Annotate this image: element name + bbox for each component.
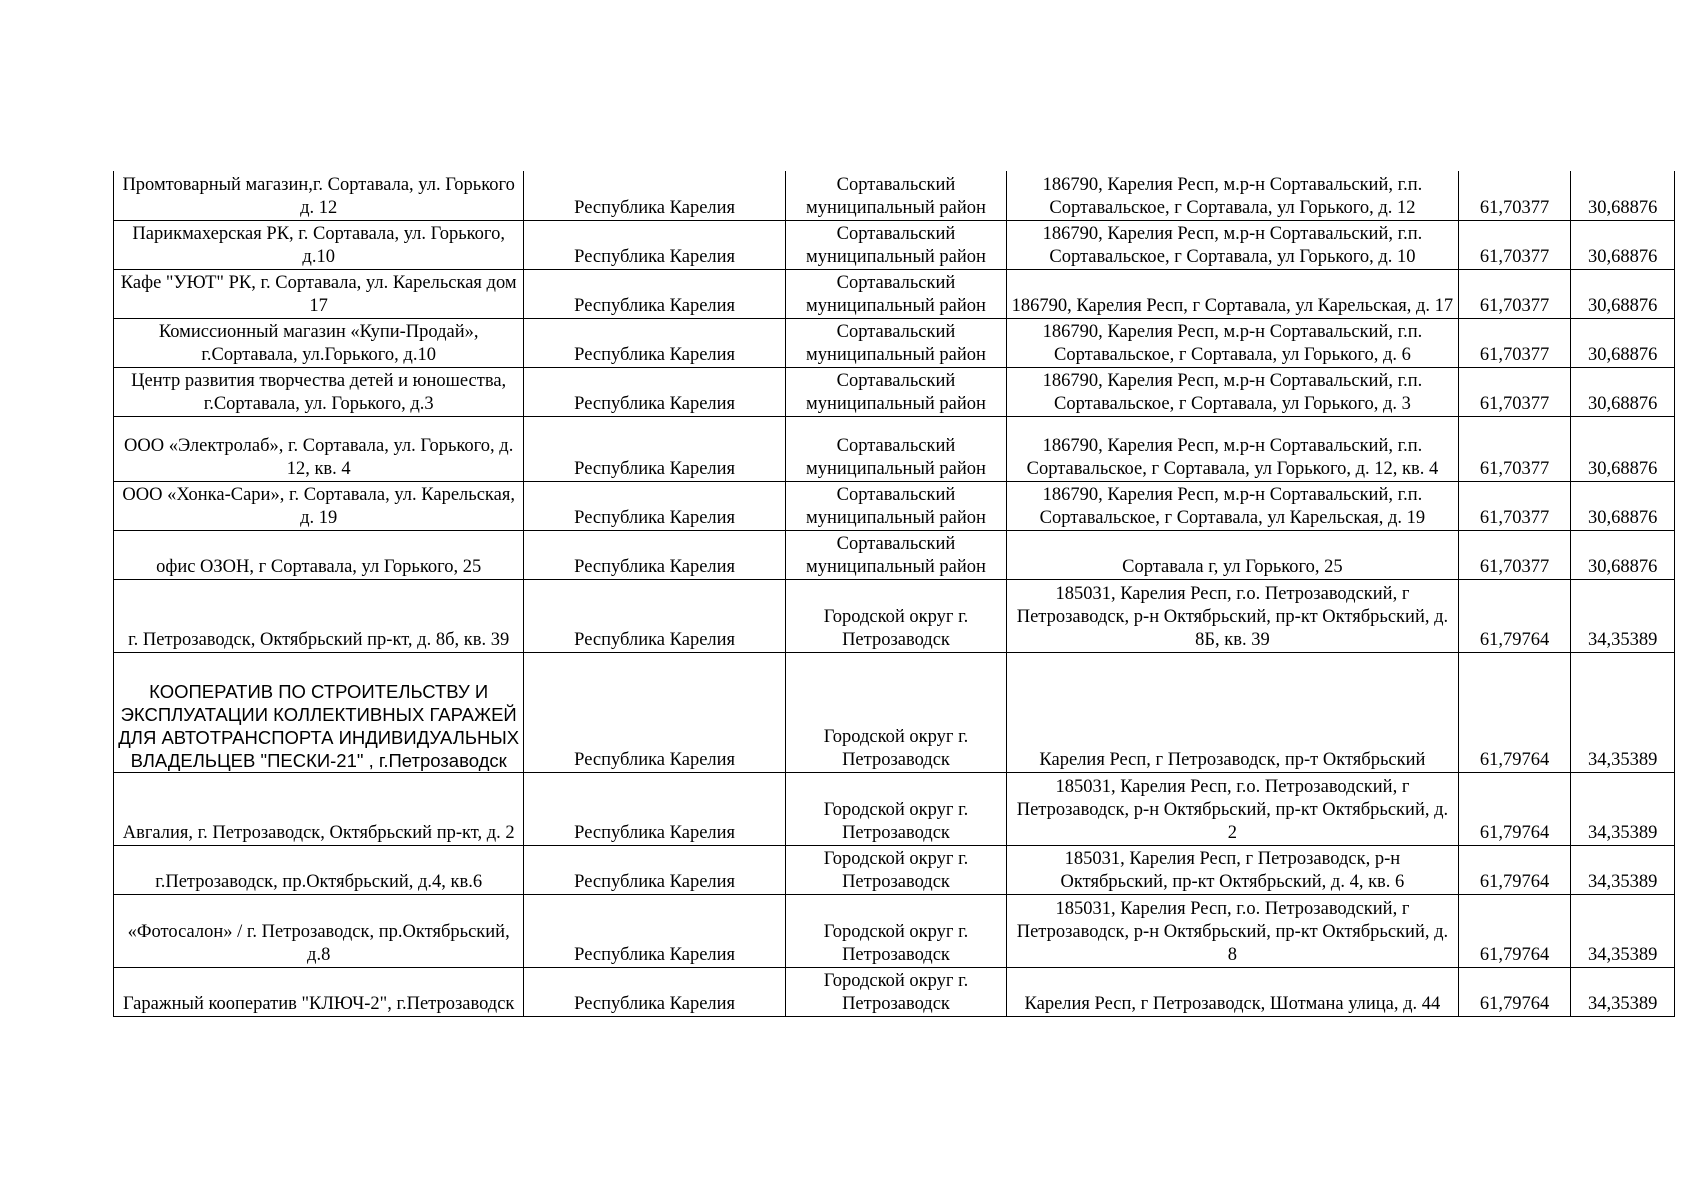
table-row	[114, 894, 1675, 967]
organizations-table	[113, 171, 1675, 1017]
address-cell: 186790, Карелия Респ, м.р-н Сортавальский, г.п. Сортавальское, г Сортавала, ул Горького, д. 6	[1007, 318, 1459, 367]
longitude-cell: 34,35389	[1571, 967, 1675, 1016]
table-row	[114, 220, 1675, 269]
latitude-cell: 61,70377	[1458, 367, 1571, 416]
organization-name-cell: Кафе "УЮТ" РК, г. Сортавала, ул. Карельская дом 17	[114, 269, 524, 318]
table-row	[114, 269, 1675, 318]
table-row	[114, 171, 1675, 220]
longitude-cell: 30,68876	[1571, 367, 1675, 416]
region-cell: Республика Карелия	[524, 967, 786, 1016]
longitude-cell: 30,68876	[1571, 171, 1675, 220]
table-row	[114, 318, 1675, 367]
address-cell: 185031, Карелия Респ, г Петрозаводск, р-н Октябрьский, пр-кт Октябрьский, д. 4, кв. 6	[1007, 845, 1459, 894]
table-row	[114, 845, 1675, 894]
latitude-cell: 61,79764	[1458, 652, 1571, 772]
latitude-cell: 61,70377	[1458, 530, 1571, 579]
municipality-cell: Городской округ г. Петрозаводск	[785, 845, 1006, 894]
region-cell: Республика Карелия	[524, 652, 786, 772]
address-cell: Карелия Респ, г Петрозаводск, пр-т Октябрьский	[1007, 652, 1459, 772]
municipality-cell: Сортавальский муниципальный район	[785, 220, 1006, 269]
municipality-cell: Городской округ г. Петрозаводск	[785, 652, 1006, 772]
latitude-cell: 61,79764	[1458, 894, 1571, 967]
municipality-cell: Городской округ г. Петрозаводск	[785, 967, 1006, 1016]
longitude-cell: 34,35389	[1571, 894, 1675, 967]
region-cell: Республика Карелия	[524, 894, 786, 967]
longitude-cell: 34,35389	[1571, 652, 1675, 772]
latitude-cell: 61,79764	[1458, 967, 1571, 1016]
longitude-cell: 34,35389	[1571, 579, 1675, 652]
municipality-cell: Городской округ г. Петрозаводск	[785, 579, 1006, 652]
table-row	[114, 652, 1675, 772]
region-cell: Республика Карелия	[524, 220, 786, 269]
table-row	[114, 772, 1675, 845]
table-row	[114, 967, 1675, 1016]
organization-name-cell: Парикмахерская РК, г. Сортавала, ул. Горького, д.10	[114, 220, 524, 269]
address-cell: 186790, Карелия Респ, м.р-н Сортавальский, г.п. Сортавальское, г Сортавала, ул Горького, д. 12	[1007, 171, 1459, 220]
table-row	[114, 530, 1675, 579]
table-row	[114, 579, 1675, 652]
municipality-cell: Сортавальский муниципальный район	[785, 481, 1006, 530]
municipality-cell: Сортавальский муниципальный район	[785, 171, 1006, 220]
organization-name-cell: Авгалия, г. Петрозаводск, Октябрьский пр-кт, д. 2	[114, 772, 524, 845]
address-cell: 186790, Карелия Респ, м.р-н Сортавальский, г.п. Сортавальское, г Сортавала, ул Горького, д. 3	[1007, 367, 1459, 416]
region-cell: Республика Карелия	[524, 530, 786, 579]
latitude-cell: 61,70377	[1458, 481, 1571, 530]
address-cell: Карелия Респ, г Петрозаводск, Шотмана улица, д. 44	[1007, 967, 1459, 1016]
region-cell: Республика Карелия	[524, 367, 786, 416]
address-cell: Сортавала г, ул Горького, 25	[1007, 530, 1459, 579]
organization-name-cell: КООПЕРАТИВ ПО СТРОИТЕЛЬСТВУ И ЭКСПЛУАТАЦИИ КОЛЛЕКТИВНЫХ ГАРАЖЕЙ ДЛЯ АВТОТРАНСПОРТА ИНДИВИДУАЛЬНЫХ ВЛАДЕЛЬЦЕВ "ПЕСКИ-21" , г.Петрозаводск	[114, 652, 524, 772]
municipality-cell: Сортавальский муниципальный район	[785, 318, 1006, 367]
address-cell: 186790, Карелия Респ, м.р-н Сортавальский, г.п. Сортавальское, г Сортавала, ул Горького, д. 12, кв. 4	[1007, 416, 1459, 481]
organization-name-cell: Комиссионный магазин «Купи-Продай», г.Сортавала, ул.Горького, д.10	[114, 318, 524, 367]
longitude-cell: 30,68876	[1571, 269, 1675, 318]
municipality-cell: Городской округ г. Петрозаводск	[785, 772, 1006, 845]
organization-name-cell: ООО «Хонка-Сари», г. Сортавала, ул. Карельская, д. 19	[114, 481, 524, 530]
region-cell: Республика Карелия	[524, 845, 786, 894]
longitude-cell: 30,68876	[1571, 481, 1675, 530]
region-cell: Республика Карелия	[524, 318, 786, 367]
address-cell: 185031, Карелия Респ, г.о. Петрозаводский, г Петрозаводск, р-н Октябрьский, пр-кт Октябрьский, д. 2	[1007, 772, 1459, 845]
organization-name-cell: г. Петрозаводск, Октябрьский пр-кт, д. 8б, кв. 39	[114, 579, 524, 652]
longitude-cell: 30,68876	[1571, 318, 1675, 367]
longitude-cell: 34,35389	[1571, 772, 1675, 845]
address-cell: 186790, Карелия Респ, м.р-н Сортавальский, г.п. Сортавальское, г Сортавала, ул Карельская, д. 19	[1007, 481, 1459, 530]
address-cell: 185031, Карелия Респ, г.о. Петрозаводский, г Петрозаводск, р-н Октябрьский, пр-кт Октябрьский, д. 8Б, кв. 39	[1007, 579, 1459, 652]
organization-name-cell: ООО «Электролаб», г. Сортавала, ул. Горького, д. 12, кв. 4	[114, 416, 524, 481]
latitude-cell: 61,70377	[1458, 220, 1571, 269]
latitude-cell: 61,79764	[1458, 845, 1571, 894]
municipality-cell: Сортавальский муниципальный район	[785, 530, 1006, 579]
latitude-cell: 61,70377	[1458, 416, 1571, 481]
latitude-cell: 61,79764	[1458, 579, 1571, 652]
region-cell: Республика Карелия	[524, 579, 786, 652]
municipality-cell: Сортавальский муниципальный район	[785, 269, 1006, 318]
municipality-cell: Городской округ г. Петрозаводск	[785, 894, 1006, 967]
longitude-cell: 30,68876	[1571, 416, 1675, 481]
address-cell: 185031, Карелия Респ, г.о. Петрозаводский, г Петрозаводск, р-н Октябрьский, пр-кт Октябрьский, д. 8	[1007, 894, 1459, 967]
organization-name-cell: Гаражный кооператив "КЛЮЧ-2", г.Петрозаводск	[114, 967, 524, 1016]
region-cell: Республика Карелия	[524, 481, 786, 530]
region-cell: Республика Карелия	[524, 269, 786, 318]
latitude-cell: 61,70377	[1458, 269, 1571, 318]
latitude-cell: 61,70377	[1458, 318, 1571, 367]
organization-name-cell: Промтоварный магазин,г. Сортавала, ул. Горького д. 12	[114, 171, 524, 220]
address-cell: 186790, Карелия Респ, м.р-н Сортавальский, г.п. Сортавальское, г Сортавала, ул Горького, д. 10	[1007, 220, 1459, 269]
table-row	[114, 416, 1675, 481]
table-row	[114, 367, 1675, 416]
region-cell: Республика Карелия	[524, 171, 786, 220]
latitude-cell: 61,79764	[1458, 772, 1571, 845]
address-cell: 186790, Карелия Респ, г Сортавала, ул Карельская, д. 17	[1007, 269, 1459, 318]
region-cell: Республика Карелия	[524, 772, 786, 845]
longitude-cell: 34,35389	[1571, 845, 1675, 894]
organization-name-cell: офис ОЗОН, г Сортавала, ул Горького, 25	[114, 530, 524, 579]
table-body	[114, 171, 1675, 1016]
latitude-cell: 61,70377	[1458, 171, 1571, 220]
municipality-cell: Сортавальский муниципальный район	[785, 416, 1006, 481]
municipality-cell: Сортавальский муниципальный район	[785, 367, 1006, 416]
organization-name-cell: г.Петрозаводск, пр.Октябрьский, д.4, кв.6	[114, 845, 524, 894]
table-row	[114, 481, 1675, 530]
organization-name-cell: Центр развития творчества детей и юношества, г.Сортавала, ул. Горького, д.3	[114, 367, 524, 416]
organization-name-cell: «Фотосалон» / г. Петрозаводск, пр.Октябрьский, д.8	[114, 894, 524, 967]
longitude-cell: 30,68876	[1571, 530, 1675, 579]
longitude-cell: 30,68876	[1571, 220, 1675, 269]
region-cell: Республика Карелия	[524, 416, 786, 481]
